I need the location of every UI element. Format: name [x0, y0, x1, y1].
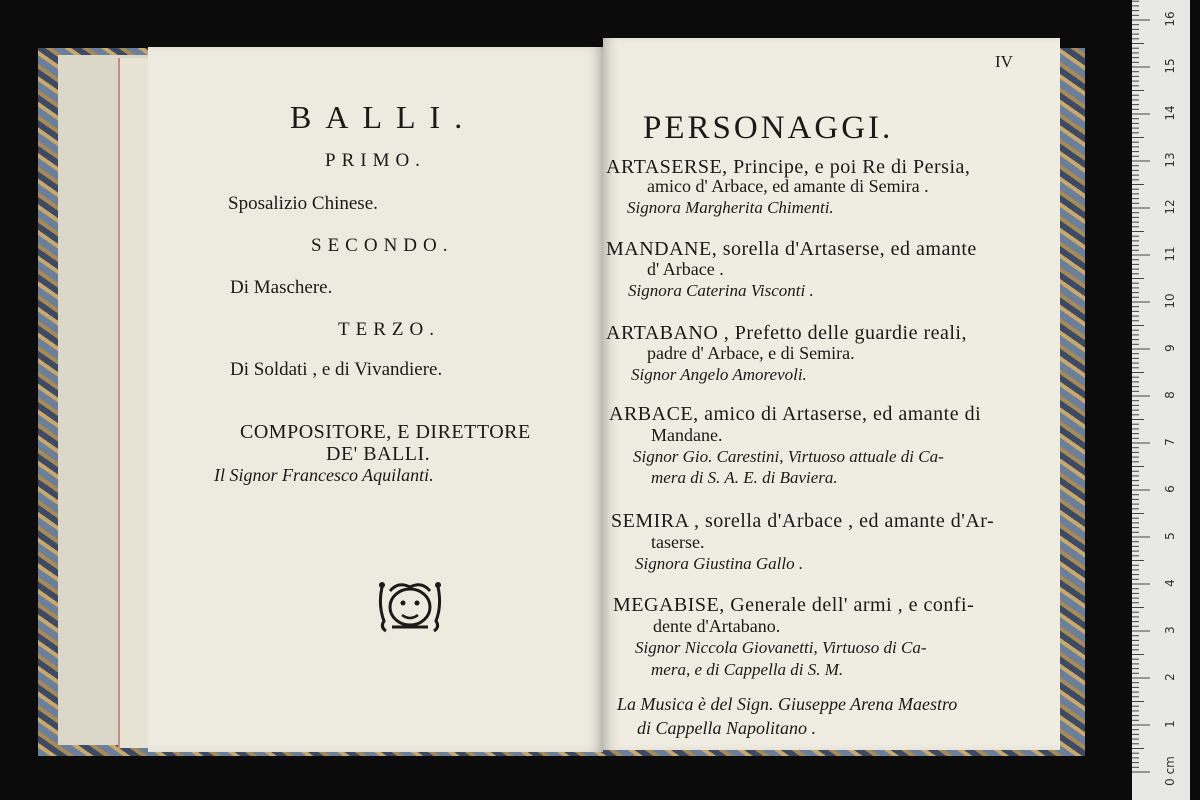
- ruler-label: 12: [1163, 199, 1177, 215]
- terzo-heading: TERZO.: [338, 319, 440, 340]
- ruler-label: 1: [1163, 720, 1177, 728]
- personaggi-title: PERSONAGGI.: [643, 110, 894, 146]
- singer-name: Signora Caterina Visconti .: [628, 281, 814, 300]
- character-line-2: taserse.: [651, 532, 705, 552]
- character-line-2: d' Arbace .: [647, 259, 724, 279]
- compositore-heading-2: DE' BALLI.: [326, 443, 431, 465]
- ruler-label: 10: [1163, 293, 1177, 309]
- ruler-label: 5: [1163, 532, 1177, 540]
- singer-name: Signora Giustina Gallo .: [635, 554, 804, 573]
- compositore-heading: COMPOSITORE, E DIRETTORE: [240, 421, 531, 443]
- singer-name: Signor Niccola Giovanetti, Virtuoso di Ca-: [635, 638, 927, 657]
- ruler-label: 15: [1163, 58, 1177, 74]
- character-line: ARTABANO , Prefetto delle guardie reali,: [606, 322, 967, 344]
- balli-title: BALLI.: [290, 99, 477, 135]
- primo-heading: PRIMO.: [325, 150, 426, 171]
- character-line: MANDANE, sorella d'Artaserse, ed amante: [606, 238, 977, 260]
- singer-name: Signora Margherita Chimenti.: [627, 198, 834, 217]
- singer-name-2: mera, e di Cappella di S. M.: [651, 660, 844, 679]
- ruler-label: 8: [1163, 391, 1177, 399]
- ruler-label: 4: [1163, 579, 1177, 587]
- character-line: SEMIRA , sorella d'Arbace , ed amante d'Ar-: [611, 510, 995, 532]
- ruler-label: 0 cm: [1163, 756, 1177, 786]
- character-line-2: padre d' Arbace, e di Semira.: [647, 343, 855, 363]
- character-line: ARBACE, amico di Artaserse, ed amante di: [609, 403, 982, 425]
- ruler-label: 7: [1163, 438, 1177, 446]
- ruler-ticks: [1132, 0, 1190, 800]
- ruler-label: 2: [1163, 673, 1177, 681]
- folio-number: IV: [995, 52, 1013, 71]
- character-line: ARTASERSE, Principe, e poi Re di Persia,: [606, 156, 971, 178]
- ornament-icon: [376, 577, 444, 633]
- character-line: MEGABISE, Generale dell' armi , e confi-: [613, 594, 975, 616]
- ruler-label: 13: [1163, 152, 1177, 168]
- secondo-heading: SECONDO.: [311, 235, 454, 256]
- singer-name: Signor Gio. Carestini, Virtuoso attuale di Ca-: [633, 447, 944, 466]
- singer-name: Signor Angelo Amorevoli.: [631, 365, 807, 384]
- ruler-label: 3: [1163, 626, 1177, 634]
- terzo-text: Di Soldati , e di Vivandiere.: [230, 359, 443, 380]
- ruler-label: 6: [1163, 485, 1177, 493]
- character-line-2: dente d'Artabano.: [653, 616, 781, 636]
- character-line-2: amico d' Arbace, ed amante di Semira .: [647, 176, 929, 196]
- ruler-label: 11: [1163, 246, 1177, 262]
- left-page: [148, 47, 603, 752]
- secondo-text: Di Maschere.: [230, 277, 333, 298]
- right-page: [603, 38, 1060, 750]
- measurement-ruler: [1132, 0, 1190, 800]
- character-line-2: Mandane.: [651, 425, 723, 445]
- singer-name-2: mera di S. A. E. di Baviera.: [651, 468, 838, 487]
- ruler-label: 14: [1163, 105, 1177, 121]
- compositore-name: Il Signor Francesco Aquilanti.: [214, 465, 434, 485]
- ruler-label: 16: [1163, 11, 1177, 27]
- primo-text: Sposalizio Chinese.: [228, 193, 378, 214]
- musica-credit-2: di Cappella Napolitano .: [637, 718, 817, 738]
- musica-credit: La Musica è del Sign. Giuseppe Arena Maestro: [617, 694, 958, 714]
- ruler-label: 9: [1163, 344, 1177, 352]
